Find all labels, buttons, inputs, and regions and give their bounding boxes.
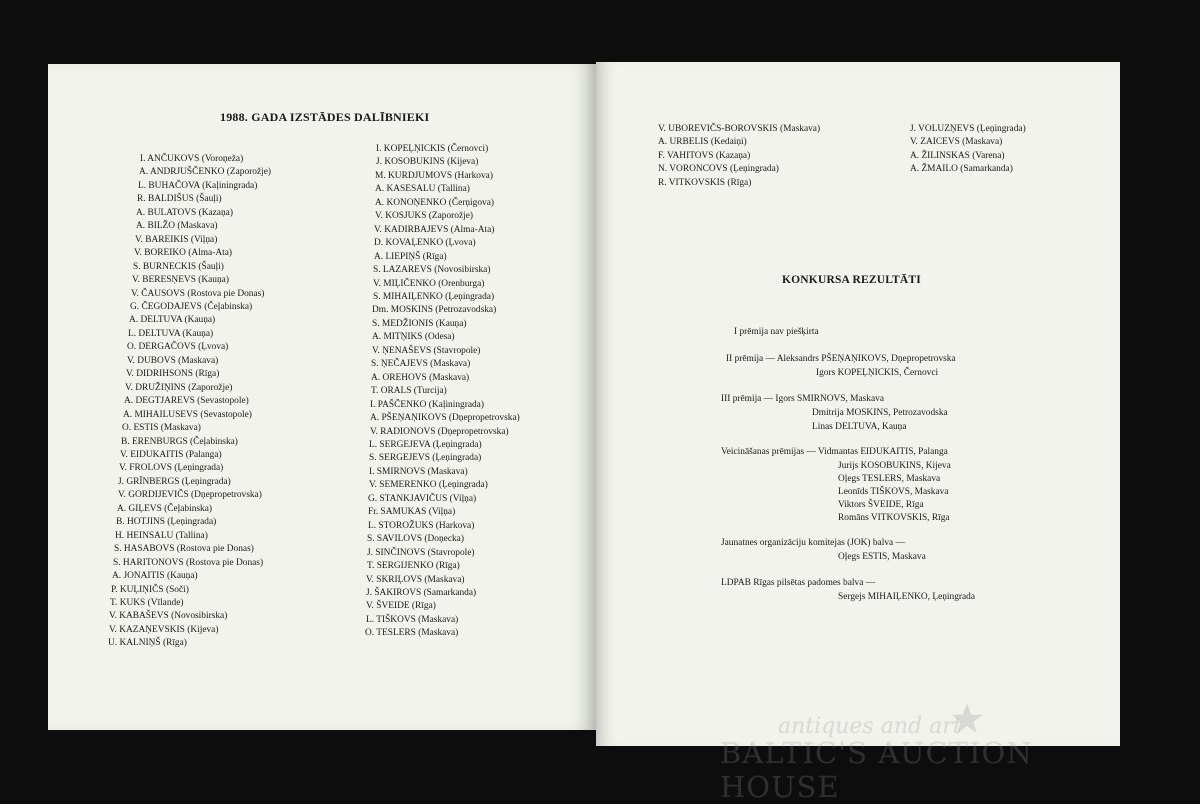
participant-entry: U. KALNIŅŠ (Rīga) [108,638,187,649]
watermark [720,706,1120,804]
participant-entry: A. PŠEŅAŅIKOVS (Dņepropetrovska) [370,413,520,424]
participant-entry: A. BILŽO (Maskava) [136,221,218,232]
participant-entry: J. SINČINOVS (Stavropole) [367,547,475,558]
participant-entry: B. HOTJINS (Ļeņingrada) [116,517,217,528]
participant-entry: G. ČEGODAJEVS (Čeļabinska) [130,301,253,312]
participant-entry: S. MIHAIĻENKO (Ļeņingrada) [373,291,495,302]
participant-entry: T. SERGIJENKO (Rīga) [367,561,460,572]
participant-entry: J. GRĪNBERGS (Ļeņingrada) [118,476,231,487]
encouragement-winner: Leonīds TIŠKOVS, Maskava [838,487,949,497]
participant-entry: A. ANDRJUŠČENKO (Zaporožje) [139,167,272,178]
participant-entry: A. KONOŅENKO (Čerņigova) [375,197,494,208]
results-title: KONKURSA REZULTĀTI [782,274,921,286]
participant-entry: G. STANKJAVIČUS (Viļņa) [368,493,477,504]
participant-entry: A. JONAITIS (Kauņa) [112,571,198,582]
participant-entry: A. ŽMAILO (Samarkanda) [910,164,1013,175]
participant-entry: O. DERGAČOVS (Ļvova) [127,342,229,353]
participant-entry: V. BERESŅEVS (Kauņa) [132,275,229,286]
encouragement-winner: Romāns VITKOVSKIS, Rīga [838,513,950,523]
participant-entry: V. UBOREVIČS-BOROVSKIS (Maskava) [658,124,821,134]
participant-entry: A. DEGTJAREVS (Sevastopole) [124,396,249,407]
watermark-script: antiques and art [778,714,962,739]
prize-1: I prēmija nav piešķirta [734,327,819,337]
participant-entry: V. GORDIJEVIČS (Dņepropetrovska) [118,490,262,501]
ldpab-winner: Sergejs MIHAIĻENKO, Ļeņingrada [838,592,976,602]
participant-entry: L. SERGEJEVA (Ļeņingrada) [369,439,482,450]
participant-entry: O. ESTIS (Maskava) [122,423,201,434]
participant-entry: I. ANČUKOVS (Voroņeža) [140,154,244,164]
participant-entry: R. VITKOVSKIS (Rīga) [658,177,752,188]
participant-entry: T. ORALS (Turcija) [371,386,447,397]
participant-entry: A. ŽILINSKAS (Varena) [910,150,1005,161]
participant-entry: S. HARITONOVS (Rostova pie Donas) [113,557,264,568]
participant-entry: V. BAREIKIS (Viļņa) [135,234,218,245]
participant-entry: A. OREHOVS (Maskava) [371,372,470,383]
participant-entry: I. KOPEĻŅICKIS (Černovci) [376,144,489,154]
participant-entry: V. MIĻIČENKO (Orenburga) [373,278,485,289]
participant-entry: M. KURDJUMOVS (Harkova) [375,170,493,181]
participant-entry: V. SKRIĻOVS (Maskava) [366,574,465,585]
participant-entry: V. BOREIKO (Alma-Ata) [134,248,232,259]
prize-3: III prēmija — Igors SMIRNOVS, Maskava [721,394,884,404]
participant-entry: I. PAŠČENKO (Kaļiningrada) [370,399,484,410]
participant-entry: B. ERENBURGS (Čeļabinska) [121,436,238,447]
participant-entry: A. KASESALU (Tallina) [375,184,470,195]
participant-entry: L. DELTUVA (Kauņa) [128,328,214,339]
participant-entry: J. ŠAKIROVS (Samarkanda) [366,587,477,598]
participant-entry: V. ZAICEVS (Maskava) [910,137,1003,148]
participant-entry: V. ČAUSOVS (Rostova pie Donas) [131,288,265,299]
participant-entry: P. KUĻIŅIČS (Soči) [111,584,189,595]
participant-entry: V. EIDUKAITIS (Palanga) [120,449,222,460]
encouragement-prizes: Veicināšanas prēmijas — Vidmantas EIDUKAITIS, Palanga [721,447,948,457]
participant-entry: S. SAVILOVS (Doņecka) [367,534,464,545]
participant-entry: V. DUBOVS (Maskava) [127,355,219,366]
participant-entry: R. BALDIŠUS (Šauļi) [137,194,222,205]
participant-entry: J. VOLUZŅEVS (Ļeņingrada) [910,124,1026,134]
participants-continued-column-1 [658,123,820,190]
participant-entry: S. MEDŽIONIS (Kauņa) [372,318,467,329]
prize-3-third: Linas DELTUVA, Kauņa [812,422,907,432]
prize-2-second: Igors KOPEĻŅICKIS, Černovci [816,368,939,378]
participant-entry: V. ŠVEIDE (Rīga) [366,601,436,612]
participant-entry: A. MITŅIKS (Odesa) [372,332,455,343]
encouragement-winner: Jurijs KOSOBUKINS, Kijeva [838,461,951,471]
participant-entry: V. KAZAŅEVSKIS (Kijeva) [109,624,219,635]
participant-entry: S. ŅEČAJEVS (Maskava) [371,359,471,370]
prize-3-second: Dmitrija MOSKINS, Petrozavodska [812,408,948,418]
prize-2: II prēmija — Aleksandrs PŠEŅAŅIKOVS, Dņepropetrovska [726,354,956,364]
participants-title: 1988. GADA IZSTĀDES DALĪBNIEKI [220,110,430,124]
participant-entry: F. VAHITOVS (Kazaņa) [658,150,751,161]
participant-entry: V. DIDRIHSONS (Rīga) [126,369,220,380]
participant-entry: J. KOSOBUKINS (Kijeva) [376,157,479,168]
participant-entry: O. TESLERS (Maskava) [365,628,459,639]
participant-entry: V. SEMERENKO (Ļeņingrada) [369,480,488,491]
encouragement-winner: Viktors ŠVEIDE, Rīga [838,500,924,510]
participant-entry: L. TIŠKOVS (Maskava) [366,614,459,625]
participants-column-2 [365,143,520,641]
participant-entry: N. VORONCOVS (Ļeņingrada) [658,164,779,175]
participant-entry: A. LIEPIŅŠ (Rīga) [374,251,447,262]
participant-entry: L. BUHAČOVA (Kaļiningrada) [138,180,258,191]
participant-entry: A. BULATOVS (Kazaņa) [136,207,233,218]
encouragement-winner: Oļegs TESLERS, Maskava [838,474,941,484]
participant-entry: V. RADIONOVS (Dņepropetrovska) [370,426,509,437]
jok-winner: Oļegs ESTIS, Maskava [838,552,926,562]
participant-entry: Dm. MOSKINS (Petrozavodska) [372,305,497,316]
jok-award: Jaunatnes organizāciju komitejas (JOK) balva — [721,538,905,548]
participant-entry: Fr. SAMUKAS (Viļņa) [368,507,456,518]
participant-entry: V. KOSJUKS (Zaporožje) [375,211,473,222]
participant-entry: V. FROLOVS (Ļeņingrada) [119,463,224,474]
participant-entry: V. ŅENAŠEVS (Stavropole) [372,345,481,356]
participant-entry: S. SERGEJEVS (Ļeņingrada) [369,453,482,464]
participant-entry: I. SMIRNOVS (Maskava) [369,466,468,477]
participant-entry: A. DELTUVA (Kauņa) [129,315,216,326]
ldpab-award: LDPAB Rīgas pilsētas padomes balva — [721,578,876,588]
participant-entry: V. KADIRBAJEVS (Alma-Ata) [374,224,495,235]
participant-entry: T. KUKS (Vīlande) [110,597,184,608]
participants-column-1 [108,153,272,651]
participant-entry: L. STOROŽUKS (Harkova) [368,520,475,531]
participant-entry: V. KABAŠEVS (Novosibirska) [109,611,228,622]
participant-entry: A. URBELIS (Kedaiņi) [658,137,747,148]
participant-entry: A. GIĻEVS (Čeļabinska) [117,503,213,514]
participant-entry: D. KOVAĻENKO (Ļvova) [374,238,476,249]
participant-entry: S. BURNECKIS (Šauļi) [133,261,224,272]
participant-entry: S. HASABOVS (Rostova pie Donas) [114,544,254,555]
watermark-main: BALTIC'S AUCTION HOUSE [720,736,1033,804]
participant-entry: H. HEINSALU (Tallina) [115,530,208,541]
participants-continued-column-2 [910,123,1026,177]
participant-entry: V. DRUŽIŅINS (Zaporožje) [125,382,233,393]
participant-entry: S. LAZAREVS (Novosibirska) [373,265,491,276]
participant-entry: A. MIHAILUSEVS (Sevastopole) [123,409,252,420]
